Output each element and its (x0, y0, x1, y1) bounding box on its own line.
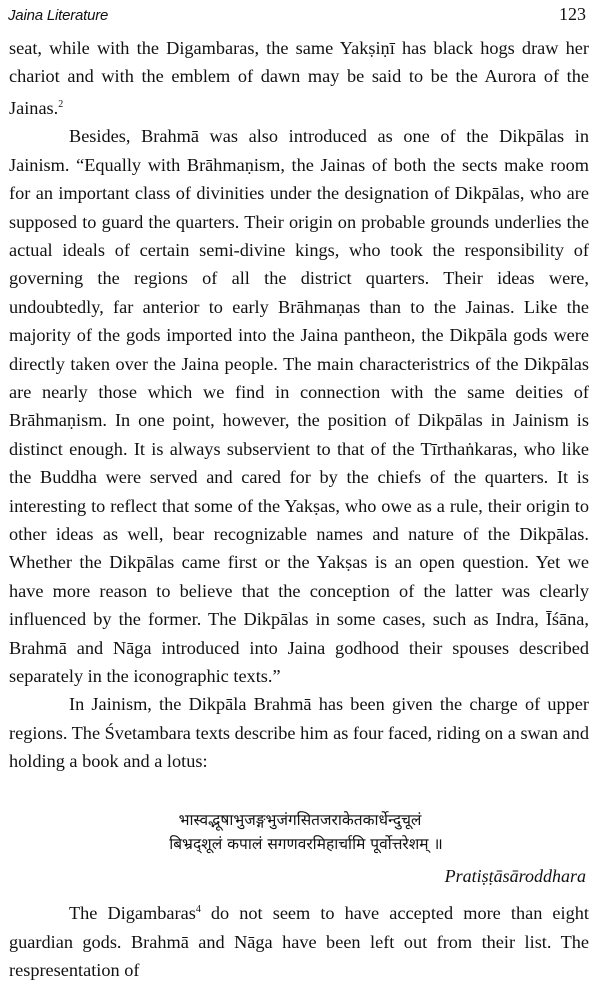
verse-line: भास्वद्भूषाभुजङ्गभुजंगसितजराकेतकार्धेन्दुचूलं (178, 811, 422, 829)
paragraph-text: seat, while with the Digambaras, the same Yakṣiṇī has black hogs draw her chariot and with the emblem of dawn may be said to be the Aurora of the Jainas. (9, 38, 589, 118)
paragraph-brahma: In Jainism, the Dikpāla Brahmā has been given the charge of upper regions. The Śvetambara texts describe him as four faced, riding on a swan and holding a book and a lotus: (9, 694, 589, 772)
footnote-marker: 4 (195, 904, 201, 915)
body-text-continued (9, 896, 589, 984)
body-text (9, 34, 589, 776)
paragraph-text: The Digambaras (69, 903, 196, 924)
verse-line: बिभ्रद्शूलं कपालं सगणवरमिहार्चामि पूर्वोत्तरेशम् ॥ (169, 835, 443, 853)
footnote-marker: 2 (58, 98, 64, 110)
page-number: 123 (559, 4, 586, 24)
sanskrit-verse (0, 808, 600, 856)
verse-source: Pratiṣṭāsāroddhara (444, 866, 586, 886)
paragraph-digambaras (9, 896, 589, 984)
running-title: Jaina Literature (8, 7, 109, 24)
running-header (8, 4, 592, 30)
paragraph-dikpalas: Besides, Brahmā was also introduced as one of the Dikpālas in Jainism. “Equally with Brāhmaṇism, the Jainas of both the sects make room for an important class of divinities under the designation of Dikpālas, who are supposed to guard the quarters. Their origin on probable grounds underlies the actual ideals of certain semi-divine kings, who took the responsibility of governing the regions of all the district quarters. Their ideas were, undoubtedly, far anterior to early Brāhmaṇas than to the Jainas. Like the majority of the gods imported into the Jaina pantheon, the Dikpāla gods were directly taken over the Jaina people. The main characteristrics of the Dikpālas are nearly those which we find in connection with the same deities of Brāhmaṇism. In one point, however, the position of Dikpālas in Jainism is distinct enough. It is always subservient to that of the Tīrthaṅkaras, who like the Buddha were served and cared for by the chiefs of the quarters. It is interesting to reflect that some of the Yakṣas, who owe as a rule, their origin to other ideas as well, bear recognizable names and nature of the Dikpālas. Whether the Dikpālas came first or the Yakṣas is an open question. Yet we have more reason to believe that the conception of the latter was clearly influenced by the former. The Dikpālas in some cases, such as Indra, Īśāna, Brahmā and Nāga introduced into Jaina godhood their spouses described separately in the iconographic texts.” (9, 126, 589, 687)
paragraph-text: do not seem to have accepted more than eight guardian gods. Brahmā and Nāga have been left out from their list. The respresentation of (9, 903, 589, 980)
paragraph-continued (9, 34, 589, 122)
